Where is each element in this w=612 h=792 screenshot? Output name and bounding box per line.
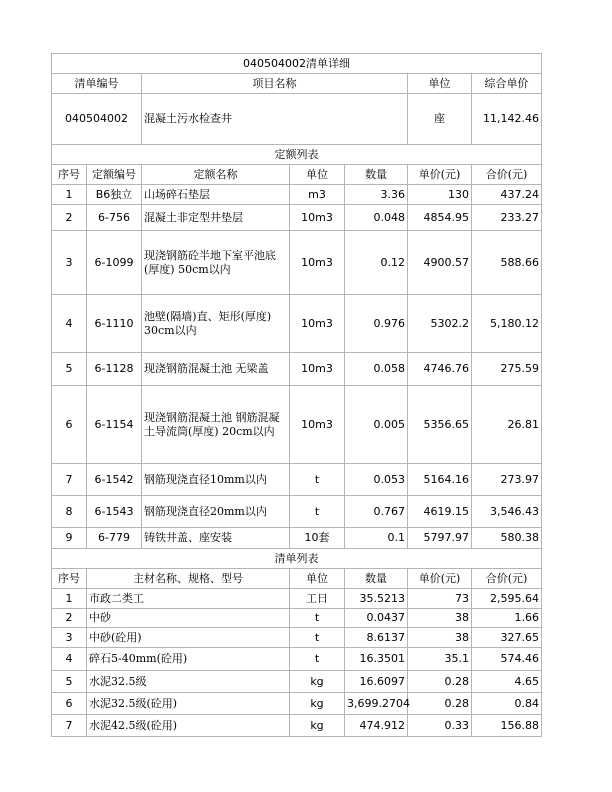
quota-cell-price: 5356.65 xyxy=(408,386,472,464)
quota-cell-no: 6 xyxy=(52,386,87,464)
code-header: 清单编号 xyxy=(52,74,142,94)
material-cell-name: 碎石5-40mm(砼用) xyxy=(87,648,290,671)
quota-cell-code: B6独立 xyxy=(87,185,142,205)
material-cell-qty: 3,699.2704 xyxy=(345,693,408,715)
quota-column-header: 单位 xyxy=(290,165,345,185)
quota-cell-unit: 10m3 xyxy=(290,386,345,464)
quota-column-header: 合价(元) xyxy=(472,165,542,185)
quota-cell-no: 8 xyxy=(52,496,87,528)
quota-cell-no: 4 xyxy=(52,295,87,353)
material-cell-price: 0.28 xyxy=(408,693,472,715)
quota-cell-total: 437.24 xyxy=(472,185,542,205)
bill-detail-table xyxy=(51,53,542,737)
bill-name: 混凝土污水检查井 xyxy=(142,94,408,145)
material-row xyxy=(52,648,542,671)
quota-cell-price: 4619.15 xyxy=(408,496,472,528)
material-column-header: 单位 xyxy=(290,569,345,589)
material-column-header: 数量 xyxy=(345,569,408,589)
material-cell-name: 水泥32.5级(砼用) xyxy=(87,693,290,715)
material-cell-total: 0.84 xyxy=(472,693,542,715)
quota-column-header: 序号 xyxy=(52,165,87,185)
material-cell-price: 0.33 xyxy=(408,715,472,737)
quota-cell-qty: 0.005 xyxy=(345,386,408,464)
material-cell-no: 5 xyxy=(52,671,87,693)
quota-column-header: 数量 xyxy=(345,165,408,185)
quota-row xyxy=(52,386,542,464)
quota-cell-price: 5302.2 xyxy=(408,295,472,353)
material-cell-unit: 工日 xyxy=(290,589,345,609)
material-cell-total: 1.66 xyxy=(472,609,542,628)
material-column-header: 序号 xyxy=(52,569,87,589)
material-cell-name: 中砂(砼用) xyxy=(87,628,290,648)
material-cell-price: 73 xyxy=(408,589,472,609)
material-cell-qty: 16.3501 xyxy=(345,648,408,671)
quota-cell-qty: 0.767 xyxy=(345,496,408,528)
material-cell-total: 574.46 xyxy=(472,648,542,671)
name-header: 项目名称 xyxy=(142,74,408,94)
quota-cell-code: 6-1128 xyxy=(87,353,142,386)
quota-cell-no: 7 xyxy=(52,464,87,496)
bill-unit: 座 xyxy=(408,94,472,145)
quota-row xyxy=(52,185,542,205)
quota-cell-code: 6-1110 xyxy=(87,295,142,353)
quota-section-title: 定额列表 xyxy=(52,145,542,165)
quota-cell-name: 铸铁井盖、座安装 xyxy=(142,528,290,549)
bill-price: 11,142.46 xyxy=(472,94,542,145)
material-row xyxy=(52,628,542,648)
quota-cell-qty: 0.058 xyxy=(345,353,408,386)
quota-cell-unit: t xyxy=(290,496,345,528)
material-cell-price: 35.1 xyxy=(408,648,472,671)
quota-cell-name: 混凝土非定型井垫层 xyxy=(142,205,290,231)
quota-column-header: 单价(元) xyxy=(408,165,472,185)
quota-cell-code: 6-779 xyxy=(87,528,142,549)
quota-cell-name: 钢筋现浇直径20mm以内 xyxy=(142,496,290,528)
material-row xyxy=(52,693,542,715)
material-cell-unit: kg xyxy=(290,715,345,737)
material-cell-name: 水泥42.5级(砼用) xyxy=(87,715,290,737)
quota-cell-name: 钢筋现浇直径10mm以内 xyxy=(142,464,290,496)
quota-cell-name: 现浇钢筋混凝土池 无梁盖 xyxy=(142,353,290,386)
material-cell-no: 6 xyxy=(52,693,87,715)
quota-cell-unit: t xyxy=(290,464,345,496)
material-cell-total: 156.88 xyxy=(472,715,542,737)
material-column-header: 单价(元) xyxy=(408,569,472,589)
quota-row xyxy=(52,528,542,549)
material-cell-total: 4.65 xyxy=(472,671,542,693)
quota-cell-no: 3 xyxy=(52,231,87,295)
quota-cell-qty: 0.053 xyxy=(345,464,408,496)
material-column-header: 主材名称、规格、型号 xyxy=(87,569,290,589)
quota-cell-total: 580.38 xyxy=(472,528,542,549)
quota-cell-unit: 10m3 xyxy=(290,205,345,231)
quota-cell-total: 233.27 xyxy=(472,205,542,231)
quota-cell-price: 5164.16 xyxy=(408,464,472,496)
quota-cell-unit: 10m3 xyxy=(290,295,345,353)
quota-row xyxy=(52,205,542,231)
material-cell-unit: t xyxy=(290,648,345,671)
material-cell-no: 2 xyxy=(52,609,87,628)
material-cell-price: 38 xyxy=(408,609,472,628)
quota-cell-no: 1 xyxy=(52,185,87,205)
quota-cell-price: 130 xyxy=(408,185,472,205)
quota-cell-unit: 10m3 xyxy=(290,231,345,295)
material-cell-unit: t xyxy=(290,609,345,628)
quota-cell-code: 6-1542 xyxy=(87,464,142,496)
material-row xyxy=(52,589,542,609)
material-section-title: 清单列表 xyxy=(52,549,542,569)
quota-cell-qty: 0.1 xyxy=(345,528,408,549)
material-cell-qty: 8.6137 xyxy=(345,628,408,648)
quota-cell-code: 6-1154 xyxy=(87,386,142,464)
material-cell-qty: 16.6097 xyxy=(345,671,408,693)
quota-cell-price: 4746.76 xyxy=(408,353,472,386)
quota-cell-code: 6-1543 xyxy=(87,496,142,528)
unit-header: 单位 xyxy=(408,74,472,94)
quota-row xyxy=(52,295,542,353)
material-cell-total: 327.65 xyxy=(472,628,542,648)
quota-cell-total: 273.97 xyxy=(472,464,542,496)
quota-cell-total: 275.59 xyxy=(472,353,542,386)
quota-row xyxy=(52,353,542,386)
quota-cell-name: 现浇钢筋砼半地下室平池底(厚度) 50cm以内 xyxy=(142,231,290,295)
material-cell-name: 市政二类工 xyxy=(87,589,290,609)
material-cell-qty: 474.912 xyxy=(345,715,408,737)
quota-cell-code: 6-756 xyxy=(87,205,142,231)
material-cell-unit: kg xyxy=(290,693,345,715)
material-cell-price: 38 xyxy=(408,628,472,648)
quota-cell-code: 6-1099 xyxy=(87,231,142,295)
quota-cell-unit: m3 xyxy=(290,185,345,205)
material-cell-no: 7 xyxy=(52,715,87,737)
material-row xyxy=(52,671,542,693)
quota-cell-total: 5,180.12 xyxy=(472,295,542,353)
quota-cell-total: 3,546.43 xyxy=(472,496,542,528)
quota-cell-qty: 3.36 xyxy=(345,185,408,205)
quota-cell-name: 现浇钢筋混凝土池 钢筋混凝土导流筒(厚度) 20cm以内 xyxy=(142,386,290,464)
quota-column-header: 定额名称 xyxy=(142,165,290,185)
quota-cell-qty: 0.976 xyxy=(345,295,408,353)
material-cell-name: 水泥32.5级 xyxy=(87,671,290,693)
material-column-header: 合价(元) xyxy=(472,569,542,589)
table-title: 040504002清单详细 xyxy=(52,54,542,74)
quota-header-row xyxy=(52,165,542,185)
quota-cell-name: 山场碎石垫层 xyxy=(142,185,290,205)
material-cell-no: 3 xyxy=(52,628,87,648)
quota-cell-qty: 0.12 xyxy=(345,231,408,295)
quota-cell-price: 4854.95 xyxy=(408,205,472,231)
material-cell-qty: 35.5213 xyxy=(345,589,408,609)
quota-cell-no: 5 xyxy=(52,353,87,386)
quota-row xyxy=(52,464,542,496)
quota-cell-total: 26.81 xyxy=(472,386,542,464)
quota-row xyxy=(52,231,542,295)
quota-cell-price: 5797.97 xyxy=(408,528,472,549)
quota-row xyxy=(52,496,542,528)
quota-cell-total: 588.66 xyxy=(472,231,542,295)
material-row xyxy=(52,609,542,628)
material-cell-price: 0.28 xyxy=(408,671,472,693)
quota-cell-no: 2 xyxy=(52,205,87,231)
material-row xyxy=(52,715,542,737)
quota-cell-name: 池壁(隔墙)直、矩形(厚度) 30cm以内 xyxy=(142,295,290,353)
quota-cell-unit: 10m3 xyxy=(290,353,345,386)
quota-column-header: 定额编号 xyxy=(87,165,142,185)
material-cell-name: 中砂 xyxy=(87,609,290,628)
quota-cell-no: 9 xyxy=(52,528,87,549)
material-cell-unit: kg xyxy=(290,671,345,693)
material-header-row xyxy=(52,569,542,589)
quota-cell-unit: 10套 xyxy=(290,528,345,549)
material-cell-qty: 0.0437 xyxy=(345,609,408,628)
material-cell-total: 2,595.64 xyxy=(472,589,542,609)
price-header: 综合单价 xyxy=(472,74,542,94)
material-cell-no: 4 xyxy=(52,648,87,671)
bill-code: 040504002 xyxy=(52,94,142,145)
material-cell-no: 1 xyxy=(52,589,87,609)
material-cell-unit: t xyxy=(290,628,345,648)
quota-cell-price: 4900.57 xyxy=(408,231,472,295)
quota-cell-qty: 0.048 xyxy=(345,205,408,231)
